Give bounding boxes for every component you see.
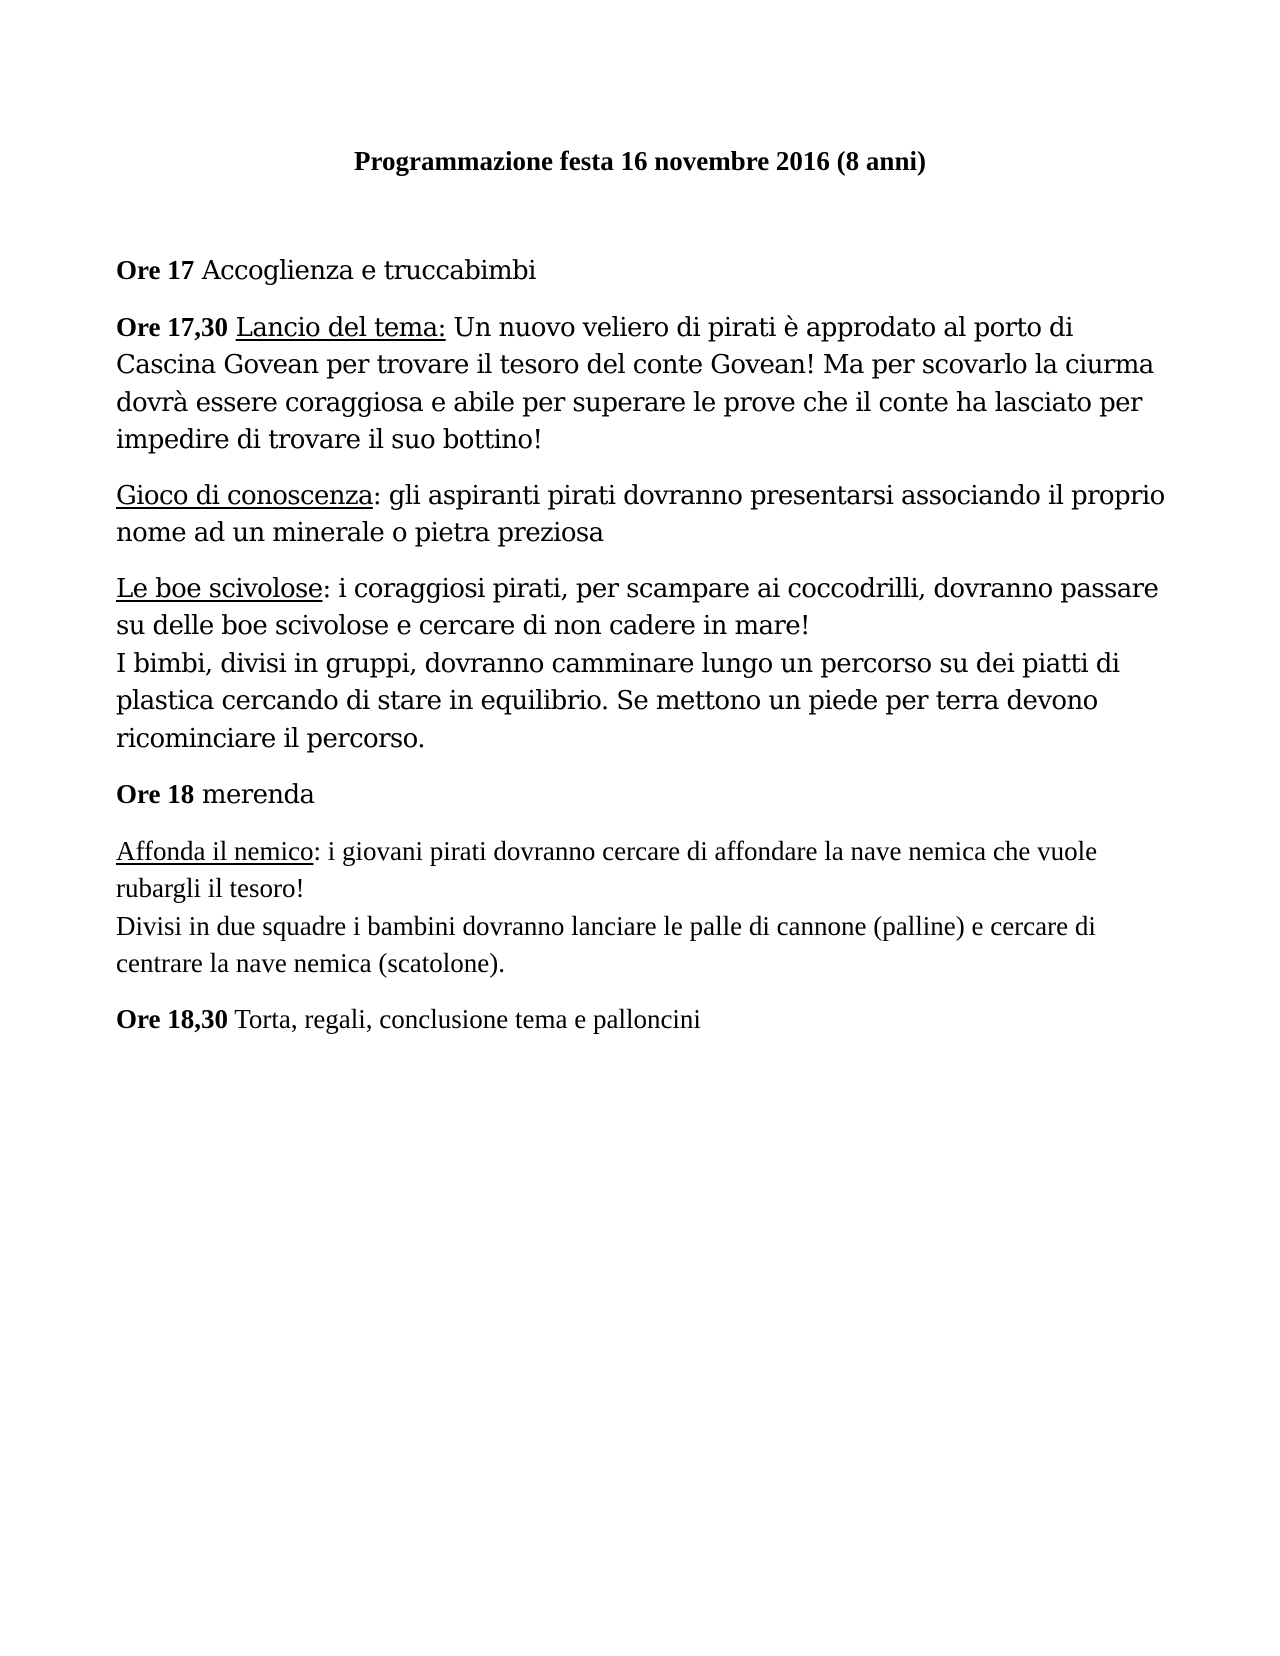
activity-boe-scivolose	[116, 571, 1168, 759]
document-body	[116, 252, 1168, 1056]
item-text: Torta, regali, conclusione tema e palloncini	[227, 1003, 701, 1034]
time-label: Ore 17	[116, 255, 195, 285]
schedule-item-17	[116, 252, 1168, 291]
item-text: Accoglienza e truccabimbi	[194, 256, 536, 286]
time-label: Ore 18	[116, 779, 195, 809]
item-text: : i giovani pirati dovranno cercare di affondare la nave nemica che vuole rubargli il tesoro!	[116, 835, 1098, 903]
item-description: Divisi in due squadre i bambini dovranno lanciare le palle di cannone (palline) e cercare di centrare la nave nemica (scatolone).	[116, 910, 1096, 978]
time-label: Ore 18,30	[116, 1003, 228, 1034]
section-heading: Lancio del tema:	[235, 312, 446, 343]
item-text: : gli aspiranti pirati dovranno presentarsi associando il proprio nome ad un minerale o pietra preziosa	[116, 480, 1165, 548]
section-heading: Gioco di conoscenza	[116, 480, 373, 511]
schedule-item-18	[116, 776, 1168, 815]
schedule-item-1730	[116, 309, 1168, 460]
section-heading: Le boe scivolose	[116, 573, 323, 604]
schedule-item-1830	[116, 1001, 1168, 1039]
activity-affonda-nemico	[116, 833, 1168, 983]
item-text: Un nuovo veliero di pirati è approdato al porto di Cascina Govean per trovare il tesoro del conte Govean! Ma per scovarlo la ciurma dovrà essere coraggiosa e abile per superare le prove che il conte ha lasciato per impedire di trovare il suo bottino!	[116, 312, 1154, 455]
activity-gioco-conoscenza	[116, 478, 1168, 553]
item-text: merenda	[194, 780, 315, 810]
page-title: Programmazione festa 16 novembre 2016 (8 anni)	[354, 146, 926, 176]
item-text: : i coraggiosi pirati, per scampare ai coccodrilli, dovranno passare su delle boe scivolose e cercare di non cadere in mare!	[116, 573, 1159, 641]
time-label: Ore 17,30	[116, 311, 228, 342]
section-heading: Affonda il nemico	[116, 835, 314, 866]
item-description: I bimbi, divisi in gruppi, dovranno camminare lungo un percorso su dei piatti di plastica cercando di stare in equilibrio. Se mettono un piede per terra devono ricominciare il percorso.	[116, 648, 1120, 754]
